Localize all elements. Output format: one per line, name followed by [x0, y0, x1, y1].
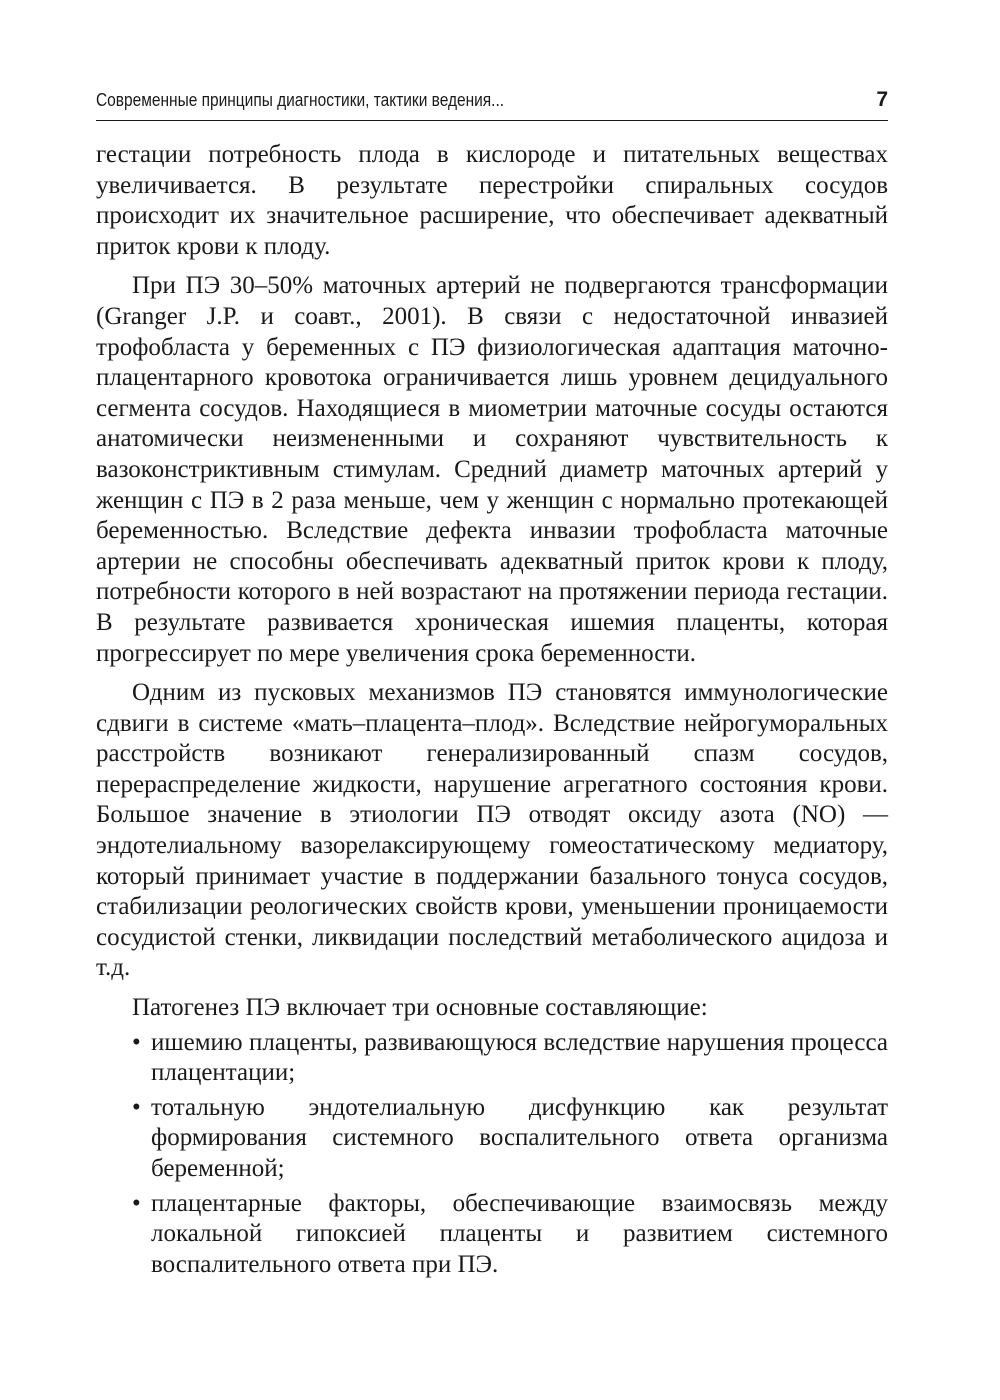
body-text	[96, 140, 888, 1280]
bullet-icon: •	[132, 1189, 141, 1217]
paragraph-1: гестации потребность плода в кислороде и питательных веществах увеличивается. В результате перестройки спиральных сосудов происходит их значительное расширение, что обеспечивает адекватный приток крови к плоду.	[96, 141, 888, 260]
list-item	[96, 1093, 888, 1185]
page-header	[96, 84, 888, 121]
paragraph-3: Одним из пусковых механизмов ПЭ становятся иммунологические сдвиги в системе «мать–плацента–плод». Вследствие нейрогуморальных расстройств возникают генерализированный спазм сосудов, перераспределение жидкости, нарушение агрегатного состояния крови. Большое значение в этиологии ПЭ отводят оксиду азота (NO) — эндотелиальному вазорелаксирующему гомеостатическому медиатору, который принимает участие в поддержании базального тонуса сосудов, стабилизации реологических свойств крови, уменьшении проницаемости сосудистой стенки, ликвидации последствий метаболического ацидоза и т.д.	[96, 679, 888, 982]
running-title: Современные принципы диагностики, тактики ведения...	[96, 90, 505, 110]
page-number: 7	[876, 88, 888, 111]
bullet-icon: •	[132, 1028, 141, 1056]
bullet-list	[96, 1028, 888, 1281]
paragraph-2: При ПЭ 30–50% маточных артерий не подвергаются трансформации (Granger J.P. и соавт., 2001). В связи с недостаточной инвазией трофобласта у беременных с ПЭ физиологическая адаптация маточно-плацентарного кровотока ограничивается лишь уровнем децидуального сегмента сосудов. Находящиеся в миометрии маточные сосуды остаются анатомически неизмененными и сохраняют чувствительность к вазоконстриктивным стимулам. Средний диаметр маточных артерий у женщин с ПЭ в 2 раза меньше, чем у женщин с нормально протекающей беременностью. Вследствие дефекта инвазии трофобласта маточные артерии не способны обеспечивать адекватный приток крови к плоду, потребности которого в ней возрастают на протяжении периода гестации. В результате развивается хроническая ишемия плаценты, которая прогрессирует по мере увеличения срока беременности.	[96, 272, 888, 667]
list-item	[96, 1189, 888, 1281]
bullet-icon: •	[132, 1093, 141, 1121]
paragraph-4: Патогенез ПЭ включает три основные составляющие:	[132, 994, 708, 1022]
list-item-text: плацентарные факторы, обеспечивающие взаимосвязь между локальной гипоксией плаценты и развитием системного воспалительного ответа при ПЭ.	[151, 1189, 888, 1278]
list-item	[96, 1028, 888, 1089]
list-item-text: ишемию плаценты, развивающуюся вследствие нарушения процесса плацентации;	[151, 1028, 888, 1087]
list-item-text: тотальную эндотелиальную дисфункцию как результат формирования системного воспалительного ответа организма беременной;	[151, 1093, 888, 1182]
